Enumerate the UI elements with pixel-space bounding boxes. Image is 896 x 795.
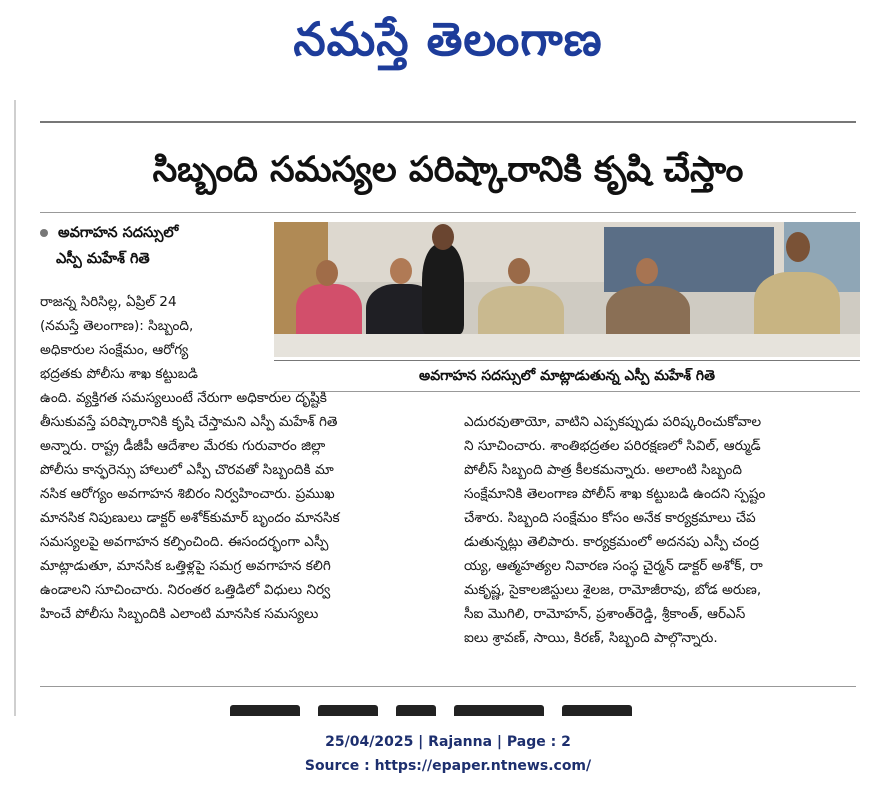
bottom-divider [40, 686, 856, 687]
body-line: ఉంది. వ్యక్తిగత సమస్యలుంటే నేరుగా అధికారుల దృష్టికి [40, 390, 327, 406]
body-line: సమస్యలపై అవగాహన కల్పించింది. ఈసందర్భంగా ఎస్పీ [40, 534, 329, 550]
body-line: ఎదురవుతాయో, వాటిని ఎప్పకప్పుడు పరిష్కరించుకోవాల [464, 414, 762, 430]
body-text-left-column [40, 386, 454, 626]
body-text-right-column [464, 410, 856, 650]
person-head [316, 260, 338, 286]
body-line: మాట్లాడుతూ, మానసిక ఒత్తిళ్లపై సమగ్ర అవగాహన కలిగి [40, 558, 331, 574]
person-figure [422, 244, 464, 334]
body-line: నసిక ఆరోగ్యం అవగాహన శిబిరం నిర్వహించారు. ప్రముఖ [40, 486, 335, 502]
body-line: పోలీస్ సిబ్బంది పాత్ర కీలకమన్నారు. అలాంటి సిబ్బంది [464, 462, 743, 478]
body-line: డుతున్నట్లు తెలిపారు. కార్యక్రమంలో అదనపు ఎస్పీ చంద్ర [464, 534, 760, 550]
subhead-line: అవగాహన సదస్సులో [58, 225, 179, 241]
body-text-intro [40, 290, 266, 386]
photo-caption: అవగాహన సదస్సులో మాట్లాడుతున్న ఎస్పీ మహేశ్ గితె [419, 368, 715, 384]
body-line: ని సూచించారు. శాంతిభద్రతల పరిరక్షణలో సివిల్, ఆర్ముడ్ [464, 438, 761, 454]
body-line: తీసుకువస్తే పరిష్కారానికి కృషి చేస్తామని ఎస్పీ మహేశ్ గితె [40, 414, 338, 430]
body-line: సీఐ మొగిలి, రామోహన్, ప్రశాంత్‌రెడ్డి, శ్రీకాంత్, ఆర్ఎస్ [464, 606, 746, 622]
person-head [390, 258, 412, 284]
masthead-logo: నమస్తే తెలంగాణ [293, 12, 603, 66]
person-head [786, 232, 810, 262]
body-line: భద్రతకు పోలీసు శాఖ కట్టుబడి [40, 366, 198, 382]
subheadline [40, 220, 264, 272]
footer-source: Source : https://epaper.ntnews.com/ [304, 758, 592, 774]
body-line: అన్నారు. రాష్ట్ర డీజీపీ ఆదేశాల మేరకు గురువారం జిల్లా [40, 438, 326, 454]
body-line: పోలీసు కాన్ఫరెన్సు హాలులో ఎస్పీ చొరవతో సిబ్బందికి మా [40, 462, 334, 478]
person-head [508, 258, 530, 284]
headline: సిబ్బంది సమస్యల పరిష్కారానికి కృషి చేస్తాం [152, 150, 744, 190]
cropped-next-headline [230, 704, 670, 716]
body-line: రాజన్న సిరిసిల్ల, ఏప్రిల్ 24 [40, 294, 177, 310]
body-line: య్య, ఆత్మహత్యల నివారణ సంస్థ చైర్మన్ డాక్టర్ అశోక్, రా [464, 558, 763, 574]
body-line: మకృష్ణ, సైకాలజిస్టులు శైలజ, రామోజీరావు, బోడ అరుణ, [464, 582, 762, 598]
body-line: చేశారు. సిబ్బంది సంక్షేమం కోసం అనేక కార్యక్రమాలు చేప [464, 510, 756, 526]
headline-divider [40, 212, 856, 213]
news-photo [274, 222, 860, 357]
footer-dateline: 25/04/2025 | Rajanna | Page : 2 [325, 734, 571, 750]
top-divider [40, 121, 856, 123]
photo-table [274, 334, 860, 357]
photo-screen [604, 227, 774, 292]
person-head [432, 224, 454, 250]
body-line: (నమస్తే తెలంగాణ): సిబ్బంది, [40, 318, 194, 334]
footer [0, 730, 896, 778]
person-head [636, 258, 658, 284]
body-line: ఐలు శ్రావణ్, సాయి, కిరణ్, సిబ్బంది పాల్గొన్నారు. [464, 630, 718, 646]
body-line: ఉండాలని సూచించారు. నిరంతర ఒత్తిడిలో విధులు నిర్వ [40, 582, 331, 598]
bullet-icon [40, 229, 48, 237]
body-line: సంక్షేమానికి తెలంగాణ పోలీస్ శాఖ కట్టుబడి ఉందని స్పష్టం [464, 486, 766, 502]
body-line: హించే పోలీసు సిబ్బందికి ఎలాంటి మానసిక సమస్యలు [40, 606, 319, 622]
body-line: అధికారుల సంక్షేమం, ఆరోగ్య [40, 342, 189, 358]
caption-divider [274, 360, 860, 361]
body-line: మానసిక నిపుణులు డాక్టర్ అశోక్‌కుమార్ బృందం మానసిక [40, 510, 340, 526]
subhead-line: ఎస్పీ మహేశ్ గితె [56, 251, 150, 267]
